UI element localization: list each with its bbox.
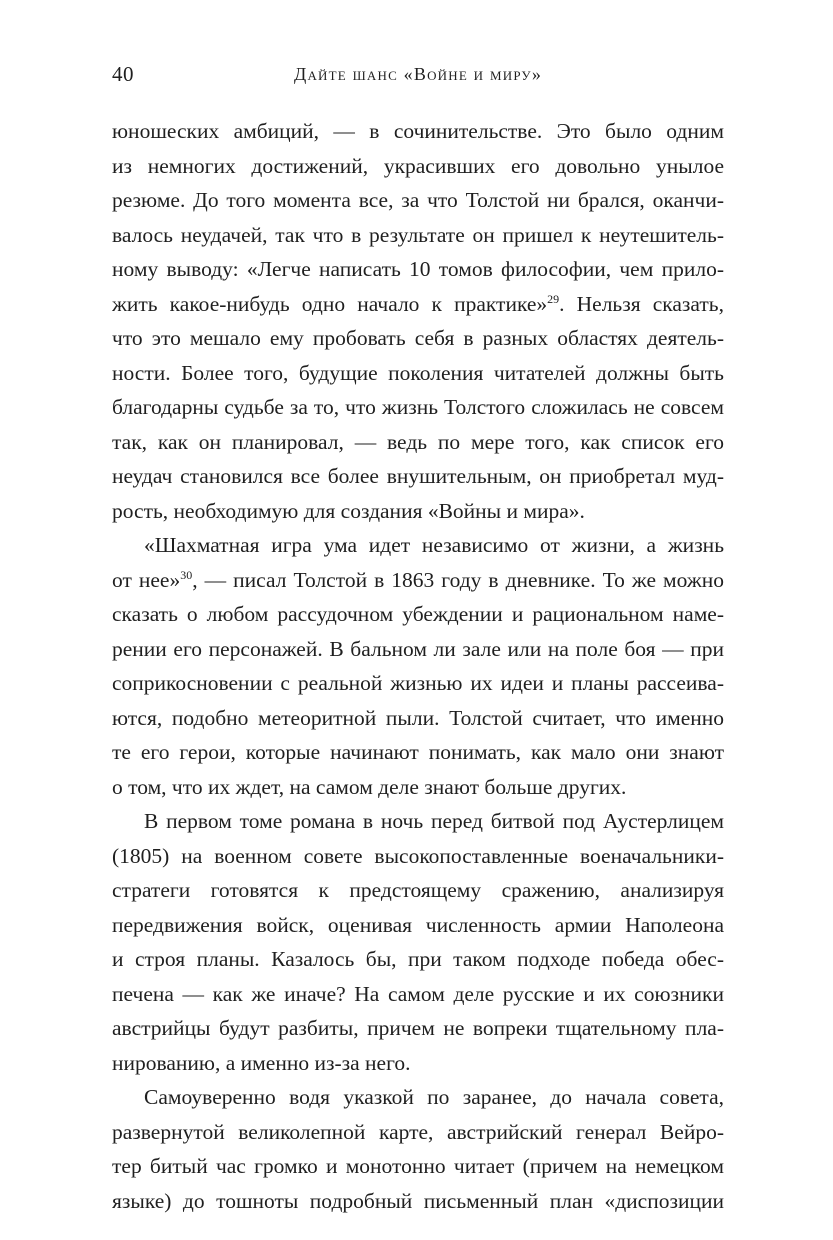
text-line: рении его персонажей. В бальном ли зале или на поле боя — при: [112, 636, 724, 661]
text-line: благодарны судьбе за то, что жизнь Толстого сложилась не совсем: [112, 395, 724, 419]
text-line: печена — как же иначе? На самом деле русские и их союзники: [112, 981, 724, 1006]
text-line: те его герои, которые начинают понимать, как мало они знают: [112, 740, 724, 764]
text-line: австрийцы будут разбиты, причем не вопреки тщательному пла-: [112, 1016, 724, 1040]
text-line: развернутой великолепной карте, австрийский генерал Вейро-: [112, 1119, 724, 1144]
text-line: юношеских амбиций, — в сочинительстве. Это было одним: [112, 119, 724, 143]
text-line: соприкосновении с реальной жизнью их идеи и планы рассеива-: [112, 671, 724, 695]
text-line: нированию, а именно из-за него.: [112, 1050, 411, 1075]
text-line: так, как он планировал, — ведь по мере того, как список его: [112, 429, 724, 454]
text-line: «Шахматная игра ума идет независимо от жизни, а жизнь: [144, 533, 724, 557]
text-line: из немногих достижений, украсивших его довольно унылое: [112, 153, 724, 178]
text-line: [112, 563, 724, 598]
text-line: ются, подобно метеоритной пыли. Толстой считает, что именно: [112, 705, 724, 730]
text-body: [112, 114, 724, 1218]
text-line: рость, необходимую для создания «Войны и мира».: [112, 498, 585, 523]
page-header: [112, 62, 724, 88]
text-line: [112, 287, 724, 322]
text-line: передвижения войск, оценивая численность армии Наполеона: [112, 912, 724, 937]
line-segment: , — писал Толстой в 1863 году в дневнике. То же можно: [192, 567, 724, 592]
footnote-marker: 29: [547, 291, 560, 306]
text-line: и строя планы. Казалось бы, при таком подходе победа обес-: [112, 947, 724, 971]
line-segment: . Нельзя сказать,: [559, 291, 724, 316]
text-line: ности. Более того, будущие поколения читателей должны быть: [112, 360, 724, 385]
paragraph-2: [112, 528, 724, 804]
text-line: В первом томе романа в ночь перед битвой под Аустерлицем: [144, 809, 724, 833]
text-line: (1805) на военном совете высокопоставленные военачальники-: [112, 843, 724, 868]
text-line: тер битый час громко и монотонно читает (причем на немецком: [112, 1154, 724, 1178]
text-line: валось неудачей, так что в результате он пришел к неутешитель-: [112, 222, 724, 247]
text-line: неудач становился все более внушительным, он приобретал муд-: [112, 464, 724, 488]
paragraph-3: [112, 804, 724, 1080]
text-line: стратеги готовятся к предстоящему сражению, анализируя: [112, 878, 724, 902]
text-line: резюме. До того момента все, за что Толстой ни брался, оканчи-: [112, 188, 724, 212]
text-line: о том, что их ждет, на самом деле знают больше других.: [112, 774, 627, 799]
line-segment: жить какое-нибудь одно начало к практике»: [112, 291, 548, 316]
page-number: 40: [112, 62, 134, 86]
text-line: Самоуверенно водя указкой по заранее, до начала совета,: [144, 1085, 724, 1109]
paragraph-4: [112, 1080, 724, 1218]
line-segment: от нее»: [112, 567, 181, 592]
text-line: сказать о любом рассудочном убеждении и рациональном наме-: [112, 602, 724, 626]
footnote-marker: 30: [180, 567, 193, 582]
text-line: ному выводу: «Легче написать 10 томов философии, чем прило-: [112, 257, 724, 281]
text-line: что это мешало ему пробовать себя в разных областях деятель-: [112, 326, 724, 350]
text-line: языке) до тошноты подробный письменный план «диспозиции: [112, 1188, 724, 1213]
paragraph-1: [112, 114, 724, 528]
running-title: Дайте шанс «Войне и миру»: [293, 64, 543, 84]
